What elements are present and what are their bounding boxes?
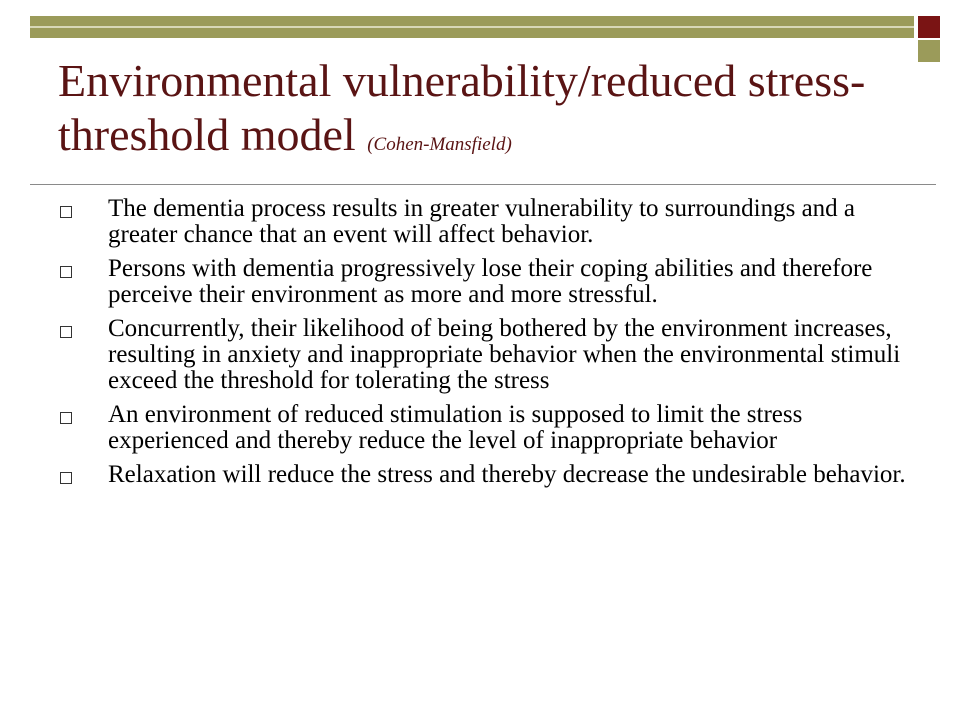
title-divider bbox=[30, 184, 936, 185]
bullet-item bbox=[58, 196, 918, 248]
bullet-list bbox=[58, 196, 918, 496]
square-bullet-icon bbox=[60, 412, 72, 424]
corner-block-dark-red bbox=[918, 16, 940, 38]
top-decorative-stripe bbox=[30, 26, 914, 28]
bullet-text: Persons with dementia progressively lose their coping abilities and therefore perceive their environment as more and more stressful. bbox=[108, 255, 873, 308]
square-bullet-icon bbox=[60, 206, 72, 218]
bullet-text: Relaxation will reduce the stress and thereby decrease the undesirable behavior. bbox=[108, 461, 906, 488]
corner-block-olive bbox=[918, 40, 940, 62]
bullet-text: An environment of reduced stimulation is supposed to limit the stress experienced and thereby reduce the level of inappropriate behavior bbox=[108, 401, 803, 454]
bullet-item bbox=[58, 462, 918, 488]
bullet-text: Concurrently, their likelihood of being bothered by the environment increases, resulting in anxiety and inappropriate behavior when the environmental stimuli exceed the threshold for tolerating the stress bbox=[108, 315, 901, 394]
slide-title-text: Environmental vulnerability/reduced stress-threshold model bbox=[58, 55, 866, 160]
slide-title bbox=[58, 54, 908, 172]
square-bullet-icon bbox=[60, 326, 72, 338]
bullet-text: The dementia process results in greater vulnerability to surroundings and a greater chance that an event will affect behavior. bbox=[108, 195, 856, 248]
slide-citation: (Cohen-Mansfield) bbox=[367, 134, 512, 155]
square-bullet-icon bbox=[60, 266, 72, 278]
square-bullet-icon bbox=[60, 472, 72, 484]
bullet-item bbox=[58, 316, 918, 394]
bullet-item bbox=[58, 402, 918, 454]
bullet-item bbox=[58, 256, 918, 308]
